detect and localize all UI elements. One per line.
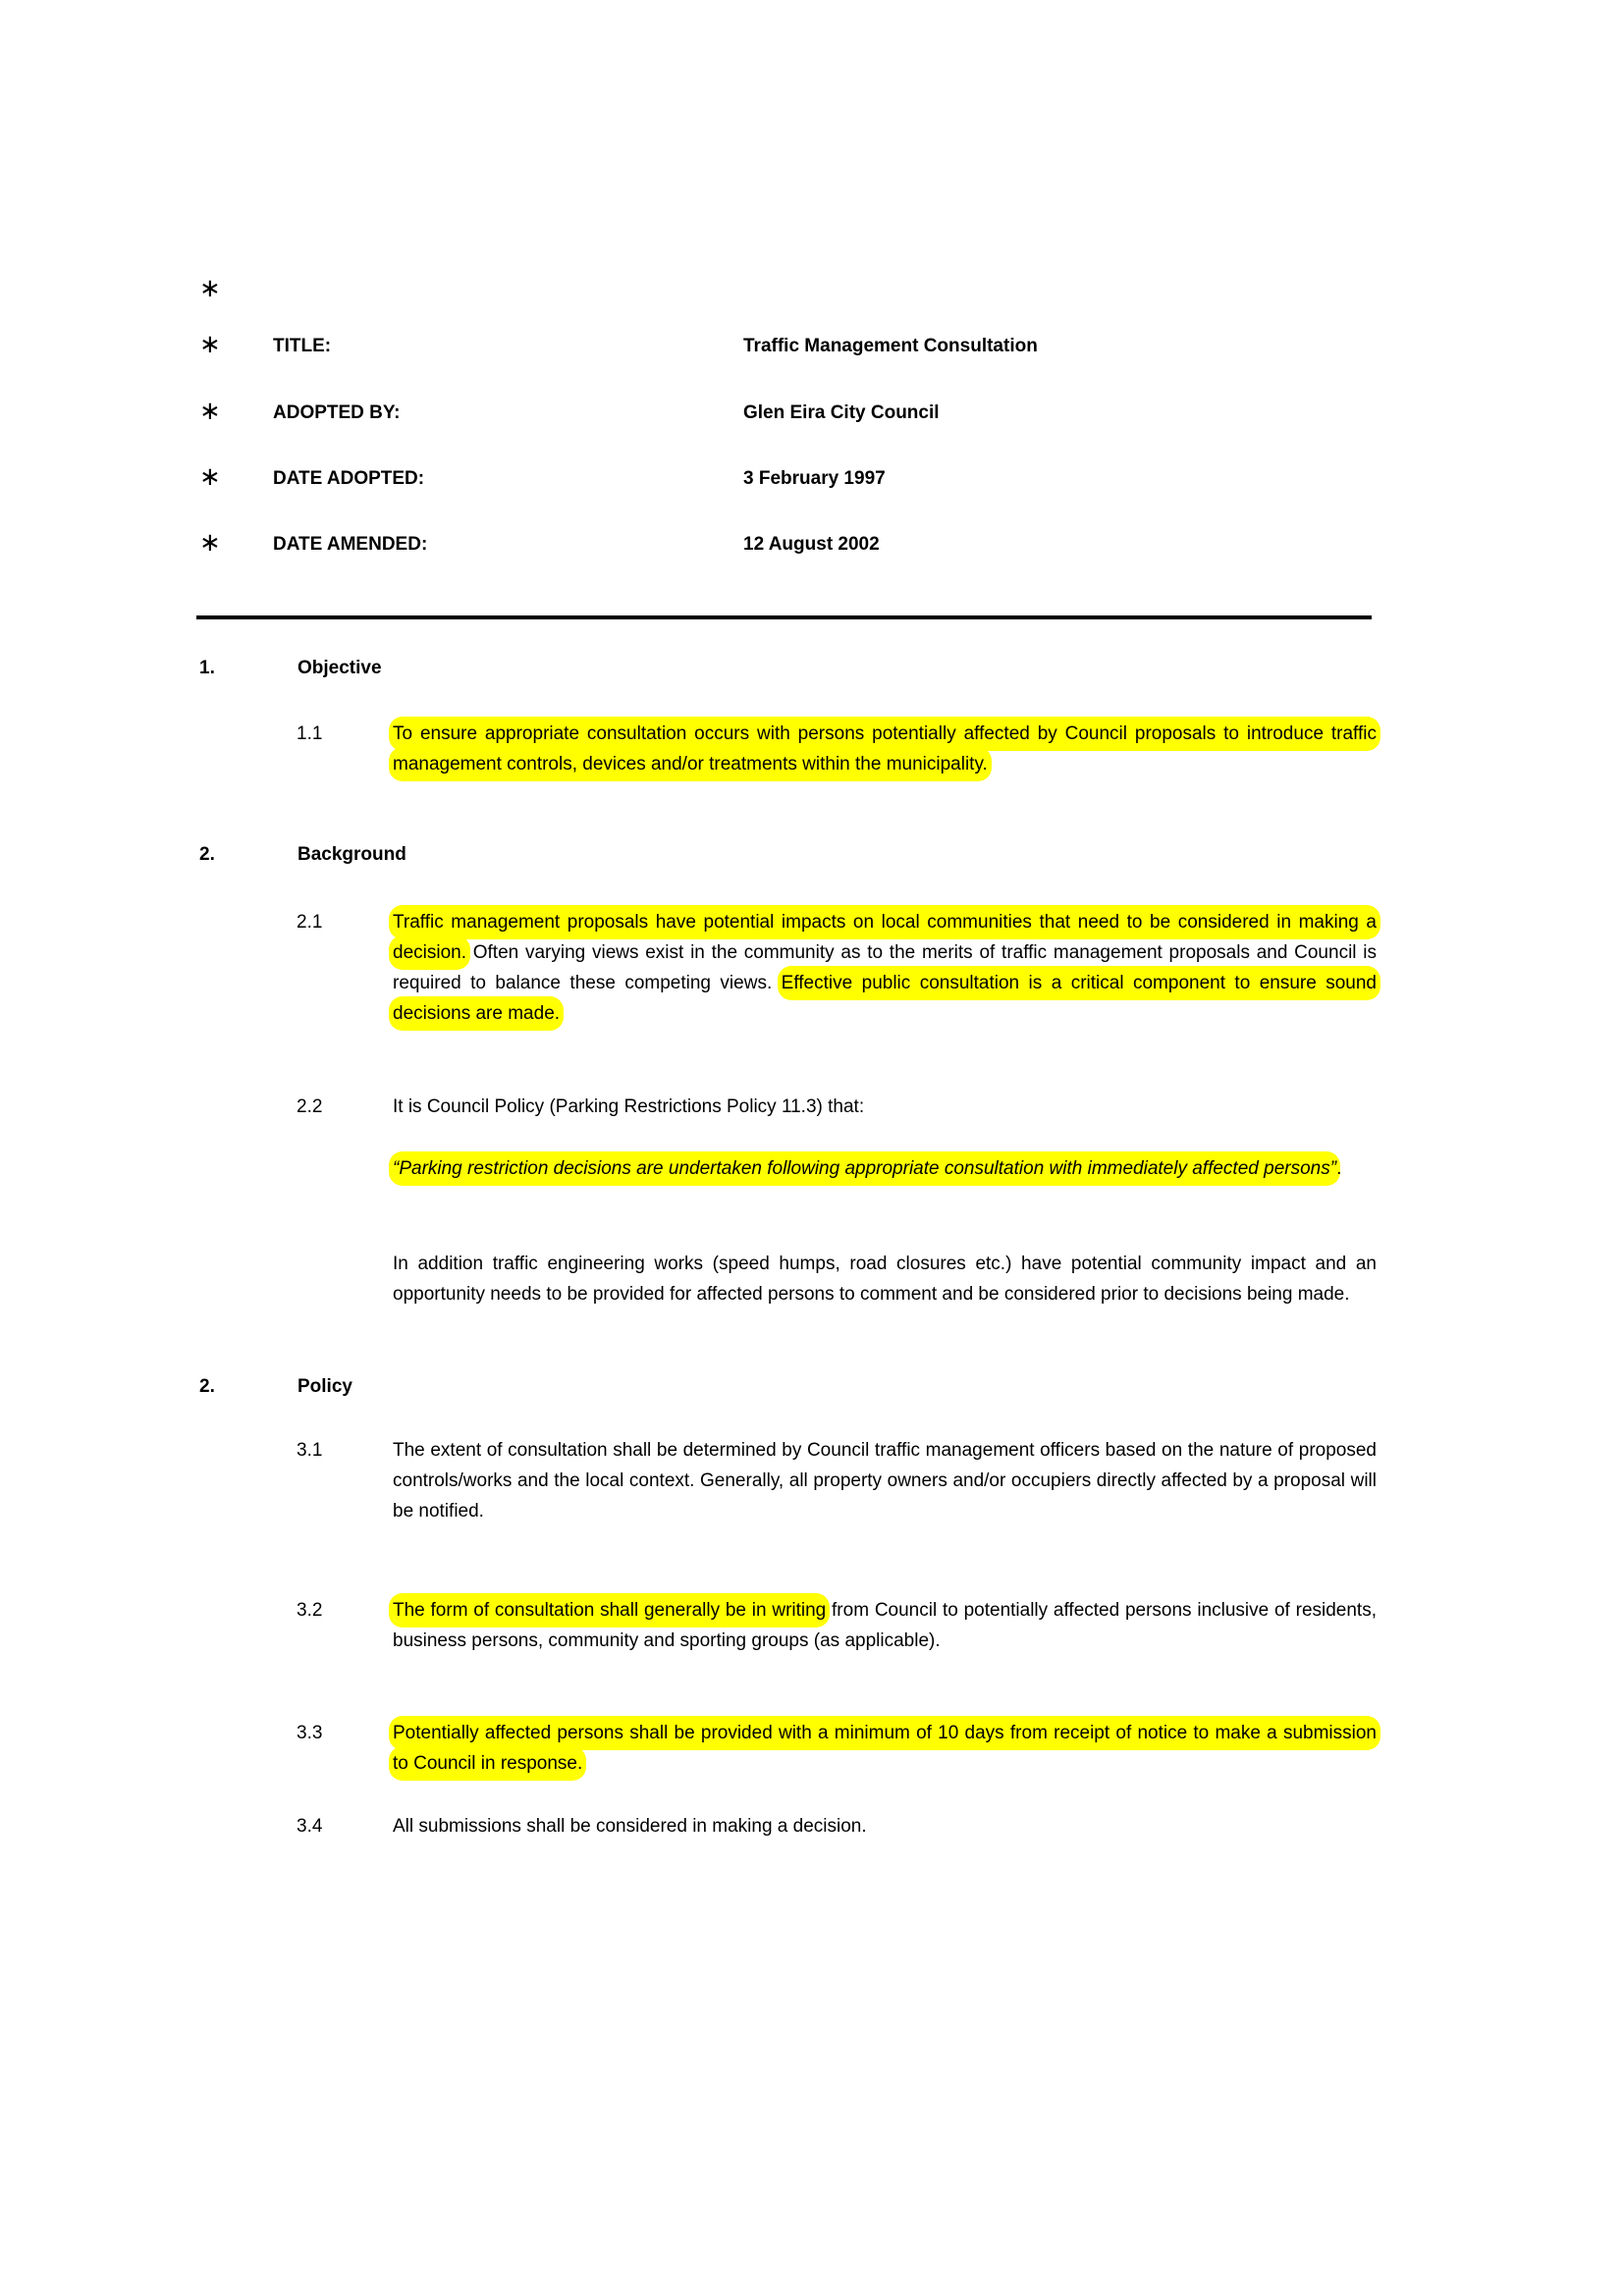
asterisk-bullet-icon: ∗: [199, 329, 221, 358]
highlighted-text-segment: To ensure appropriate consultation occurs with persons potentially affected by Council proposals to introduce traffic management controls, devices and/or treatments within the municipality.: [393, 721, 1377, 777]
clause-number: 1.1: [297, 723, 323, 744]
highlighted-text-segment: The form of consultation shall generally be in writing: [393, 1597, 826, 1624]
text-segment: It is Council Policy (Parking Restrictions Policy 11.3) that:: [393, 1096, 865, 1117]
section-title: Policy: [298, 1376, 352, 1397]
header-row: [0, 275, 1623, 305]
header-value-adopted-by: Glen Eira City Council: [743, 402, 940, 423]
note-paragraph: [297, 1249, 1377, 1309]
highlighted-text-segment: Traffic management proposals have potential impacts on local communities that need to be considered in making a decision.: [393, 909, 1377, 966]
quote-paragraph: [297, 1153, 1377, 1184]
clause-text: [393, 1595, 1377, 1656]
section-heading-objective: [0, 653, 1623, 683]
text-segment: In addition traffic engineering works (speed humps, road closures etc.) have potential community impact and an opportunity needs to be provided for affected persons to comment and be considered prior to decisions being made.: [393, 1254, 1377, 1305]
text-segment: The extent of consultation shall be determined by Council traffic management officers based on the nature of proposed controls/works and the local context. Generally, all property owners and/or occupiers directly affected by a proposal will be notified.: [393, 1440, 1377, 1522]
clause-text: [393, 719, 1377, 779]
section-heading-policy: [0, 1371, 1623, 1402]
clause-3-3: [297, 1718, 1377, 1779]
text-segment: All submissions shall be considered in making a decision.: [393, 1816, 867, 1837]
section-title: Objective: [298, 658, 382, 678]
asterisk-bullet-icon: ∗: [199, 273, 221, 302]
asterisk-bullet-icon: ∗: [199, 461, 221, 491]
header-value-date-adopted: 3 February 1997: [743, 468, 886, 489]
clause-text: [393, 1092, 1377, 1122]
header-row: [0, 463, 1623, 494]
highlighted-text-segment: Effective public consultation is a critical component to ensure sound decisions are made.: [393, 970, 1377, 1027]
text-segment: Often varying views exist in the community as to the merits of traffic management proposals and Council is required to balance these competing views.: [393, 942, 1377, 993]
clause-1-1: [297, 719, 1377, 779]
header-row: [0, 331, 1623, 361]
header-row: [0, 398, 1623, 428]
clause-text: [393, 1435, 1377, 1526]
text-segment: from Council to potentially affected persons inclusive of residents, business persons, community and sporting groups (as applicable).: [393, 1600, 1377, 1651]
clause-3-4: [297, 1811, 1377, 1842]
highlighted-text-segment: Potentially affected persons shall be provided with a minimum of 10 days from receipt of notice to make a submission to Council in response.: [393, 1720, 1377, 1777]
asterisk-bullet-icon: ∗: [199, 527, 221, 557]
header-label-title: TITLE:: [273, 336, 332, 356]
clause-number: 3.1: [297, 1440, 323, 1461]
clause-number: 3.3: [297, 1723, 323, 1743]
asterisk-bullet-icon: ∗: [199, 396, 221, 425]
header-value-title: Traffic Management Consultation: [743, 336, 1038, 356]
clause-text: [393, 1249, 1377, 1309]
section-number: 2.: [199, 1376, 215, 1397]
section-number: 2.: [199, 844, 215, 865]
clause-text: [393, 1811, 1377, 1842]
section-heading-background: [0, 839, 1623, 870]
clause-2-1: [297, 907, 1377, 1029]
clause-3-1: [297, 1435, 1377, 1526]
clause-number: 3.2: [297, 1600, 323, 1621]
highlighted-text-segment: “Parking restriction decisions are undertaken following appropriate consultation with immediately affected persons”: [393, 1155, 1336, 1182]
clause-text: [393, 1153, 1377, 1184]
header-label-adopted-by: ADOPTED BY:: [273, 402, 401, 423]
section-title: Background: [298, 844, 406, 865]
header-row: [0, 529, 1623, 560]
section-number: 1.: [199, 658, 215, 678]
clause-text: [393, 1718, 1377, 1779]
clause-number: 2.2: [297, 1096, 323, 1117]
clause-3-2: [297, 1595, 1377, 1656]
header-value-date-amended: 12 August 2002: [743, 534, 880, 555]
clause-number: 3.4: [297, 1816, 323, 1837]
header-label-date-amended: DATE AMENDED:: [273, 534, 428, 555]
divider-rule: [196, 615, 1372, 619]
clause-text: [393, 907, 1377, 1029]
text-segment: .: [1336, 1158, 1342, 1179]
header-label-date-adopted: DATE ADOPTED:: [273, 468, 425, 489]
clause-number: 2.1: [297, 912, 323, 933]
clause-2-2: [297, 1092, 1377, 1122]
